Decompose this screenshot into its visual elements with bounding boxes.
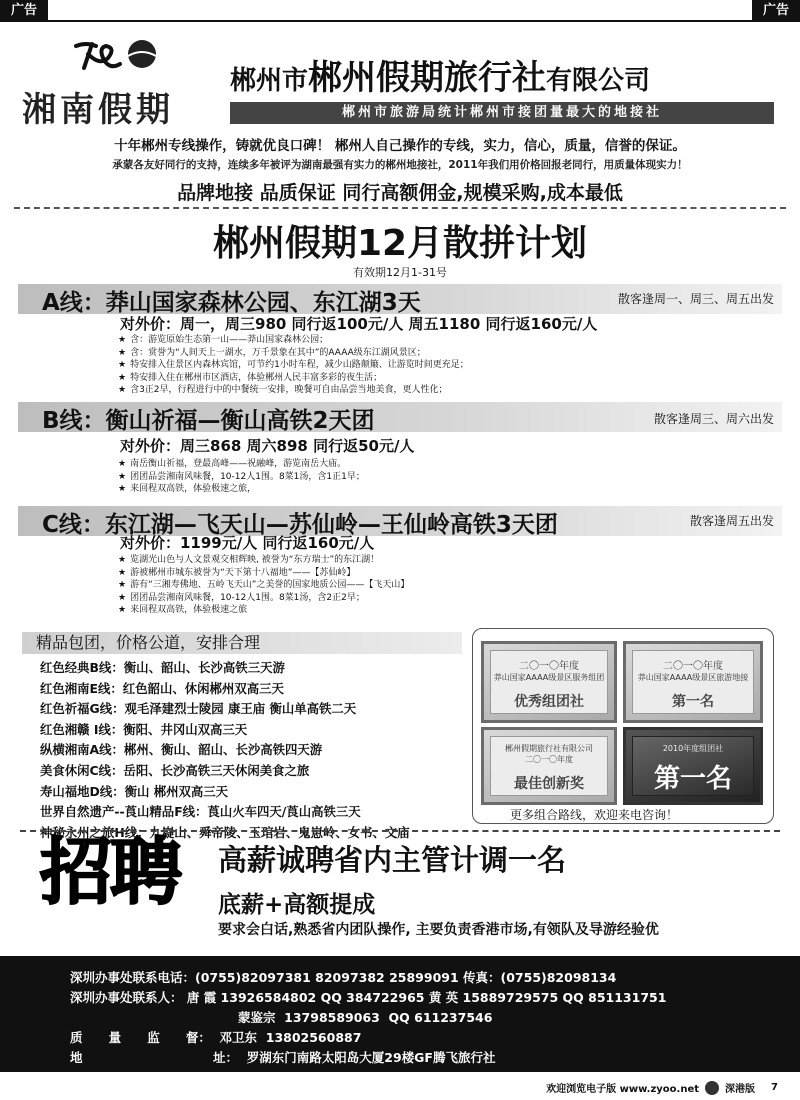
- list-item: ★ 含3正2早，行程进行中的中餐统一安排，晚餐可自由品尝当地美食，更人性化；: [118, 384, 469, 397]
- contact-people-2: 蒙鉴宗 13798589063 QQ 611237546: [90, 1010, 493, 1025]
- list-item: ★ 南岳衡山祈福，登最高峰——祝融峰，游览南岳大庙。: [118, 458, 365, 471]
- award-1-org: 莽山国家AAAA级景区服务组团: [493, 673, 605, 682]
- award-plaque-2: [623, 641, 763, 723]
- ad-label-left: 广告: [0, 0, 48, 22]
- footer-text: 欢迎浏览电子版 www.zyoo.net: [546, 1084, 700, 1095]
- list-item: 神秘永州之旅H线：九嶷山、舜帝陵、玉琯岩、鬼崽岭、女书、文庙: [40, 824, 410, 840]
- route-a-price: 对外价：周一，周三980 同行返100元/人 周五1180 同行返160元/人: [120, 315, 598, 333]
- award-photos: [472, 628, 774, 824]
- page-number: 7: [771, 1082, 778, 1093]
- contact-address: 地 址： 罗湖东门南路太阳岛大厦29楼GF腾飞旅行社: [70, 1050, 496, 1065]
- route-a-depart: 散客逢周一、周三、周五出发: [617, 292, 774, 306]
- slogan-line-2: 承蒙各友好同行的支持，连续多年被评为湖南最强有实力的郴州地接社，2011年我们用价格回报老同行，用质量体现实力！: [112, 159, 688, 171]
- list-item: 红色湘赣 I线：衡阳、井冈山双高三天: [40, 721, 248, 737]
- hiring-requirement: 要求会白话,熟悉省内团队操作, 主要负责香港市场,有领队及导游经验优: [218, 922, 659, 938]
- award-4-year: 2010年度组团社: [662, 744, 724, 753]
- hiring-title: 招聘: [40, 829, 181, 914]
- divider: [14, 207, 786, 209]
- award-3-title: 最佳创新奖: [514, 776, 584, 792]
- route-a-title: A线：莽山国家森林公园、东江湖3天: [42, 290, 421, 316]
- company-main: 郴州假期旅行社: [308, 58, 547, 98]
- contact-phone: 深圳办事处联系电话：(0755)82097381 82097382 25899091 传真：(0755)82098134: [70, 970, 617, 985]
- company-prefix: 郴州市: [230, 66, 309, 96]
- award-2-year: 二〇一〇年度: [663, 661, 723, 672]
- packages-heading: 精品包团，价格公道，安排合理: [22, 632, 462, 654]
- page-footer: [546, 1080, 778, 1095]
- list-item: ★ 来回程双高铁，体验极速之旅: [118, 604, 409, 617]
- list-item: 世界自然遗产--莨山精品F线：莨山火车四天/莨山高铁三天: [40, 804, 361, 820]
- list-item: ★ 团团品尝湘南风味餐，10-12人1围。8菜1汤，含1正1早；: [118, 471, 365, 484]
- ad-label-right: 广告: [752, 0, 800, 22]
- list-item: ★ 团团品尝湘南风味餐，10-12人1围。8菜1汤，含2正2早；: [118, 592, 409, 605]
- list-item: 红色湘南E线：红色韶山、休闲郴州双高三天: [40, 680, 284, 696]
- list-item: 纵横湘南A线：郴州、衡山、韶山、长沙高铁四天游: [40, 742, 323, 758]
- plan-valid-period: 有效期12月1-31号: [353, 266, 447, 279]
- award-3-year: 二〇一〇年度: [525, 755, 573, 764]
- award-plaque-3: [481, 727, 617, 805]
- edition-icon: [705, 1081, 719, 1095]
- route-b-depart: 散客逢周三、周六出发: [653, 412, 774, 426]
- list-item: ★ 来回程双高铁，体验极速之旅，: [118, 483, 365, 496]
- route-b-title: B线：衡山祈福—衡山高铁2天团: [42, 408, 375, 434]
- route-c-title: C线：东江湖—飞天山—苏仙岭—王仙岭高铁3天团: [42, 512, 558, 538]
- list-item: ★ 特安排入住景区内森林宾馆，可节约1小时车程，减少山路颠簸、让游览时间更充足；: [118, 359, 469, 372]
- plan-title: 郴州假期12月散拼计划: [212, 223, 588, 264]
- top-rule: [0, 20, 800, 22]
- route-c-price: 对外价：1199元/人 同行返160元/人: [120, 534, 375, 552]
- award-3-org: 郴州假期旅行社有限公司: [505, 744, 593, 753]
- contact-people-1: 深圳办事处联系人： 唐 霞 13926584802 QQ 384722965 黄 英 15889729575 QQ 851131751: [70, 990, 667, 1005]
- list-item: 美食休闲C线：岳阳、长沙高铁三天休闲美食之旅: [40, 762, 310, 778]
- award-4-title: 第一名: [653, 764, 732, 794]
- company-logo-icon: [72, 34, 162, 79]
- route-c-depart: 散客逢周五出发: [689, 514, 774, 528]
- award-1-year: 二〇一〇年度: [519, 661, 579, 672]
- award-plaque-1: [481, 641, 617, 723]
- list-item: ★ 游被郴州市城东被誉为“天下第十八福地”——【苏仙岭】: [118, 567, 409, 580]
- contact-panel: [0, 956, 800, 1072]
- list-item: 寿山福地D线：衡山 郴州双高三天: [40, 783, 229, 799]
- company-suffix: 有限公司: [546, 66, 651, 96]
- route-a-bullets: [118, 334, 469, 397]
- hiring-headline: 高薪诚聘省内主管计调一名: [218, 843, 567, 877]
- award-2-org: 莽山国家AAAA级景区旅游地接: [637, 673, 749, 682]
- route-c-bullets: [118, 554, 409, 617]
- list-item: ★ 特安排入住在郴州市区酒店，体验郴州人民丰富多彩的夜生活；: [118, 372, 469, 385]
- company-tagline: 郴州市旅游局统计郴州市接团量最大的地接社: [230, 102, 774, 124]
- slogan-line-1: 十年郴州专线操作，铸就优良口碑！ 郴州人自己操作的专线，实力，信心，质量，信誉的保证。: [114, 138, 686, 154]
- list-item: 红色祈福G线：观毛泽建烈士陵园 康王庙 衡山单高铁二天: [40, 701, 357, 717]
- footer-edition: 深港版: [725, 1084, 756, 1095]
- list-item: 红色经典B线：衡山、韶山、长沙高铁三天游: [40, 660, 285, 675]
- hiring-salary: 底薪+高额提成: [218, 892, 376, 918]
- award-2-title: 第一名: [672, 694, 714, 710]
- more-routes-text: 更多组合路线，欢迎来电咨询！: [506, 806, 682, 823]
- list-item: ★ 游有“三湘寿佛地、五岭飞天山”之美誉的国家地质公园——【飞天山】: [118, 579, 409, 592]
- list-item: ★ 含：游览原始生态第一山——莽山国家森林公园；: [118, 334, 469, 347]
- slogan-line-3: 品牌地接 品质保证 同行高额佣金,规模采购,成本最低: [177, 182, 623, 204]
- award-1-title: 优秀组团社: [514, 694, 584, 710]
- logo-name: 湘南假期: [22, 90, 174, 130]
- list-item: ★ 览湖光山色与人文景观交相辉映, 被誉为“东方瑞士”的东江湖！: [118, 554, 409, 567]
- list-item: ★ 含：赏誉为“人间天上一湖水，万千景象在其中”的AAAA级东江湖风景区；: [118, 347, 469, 360]
- company-name: [230, 50, 650, 99]
- award-plaque-4: [623, 727, 763, 805]
- contact-supervisor: 质 量 监 督： 邓卫东 13802560887: [70, 1030, 362, 1045]
- route-b-price: 对外价：周三868 周六898 同行返50元/人: [120, 437, 415, 455]
- route-b-bullets: [118, 458, 365, 496]
- packages-list: [40, 658, 410, 843]
